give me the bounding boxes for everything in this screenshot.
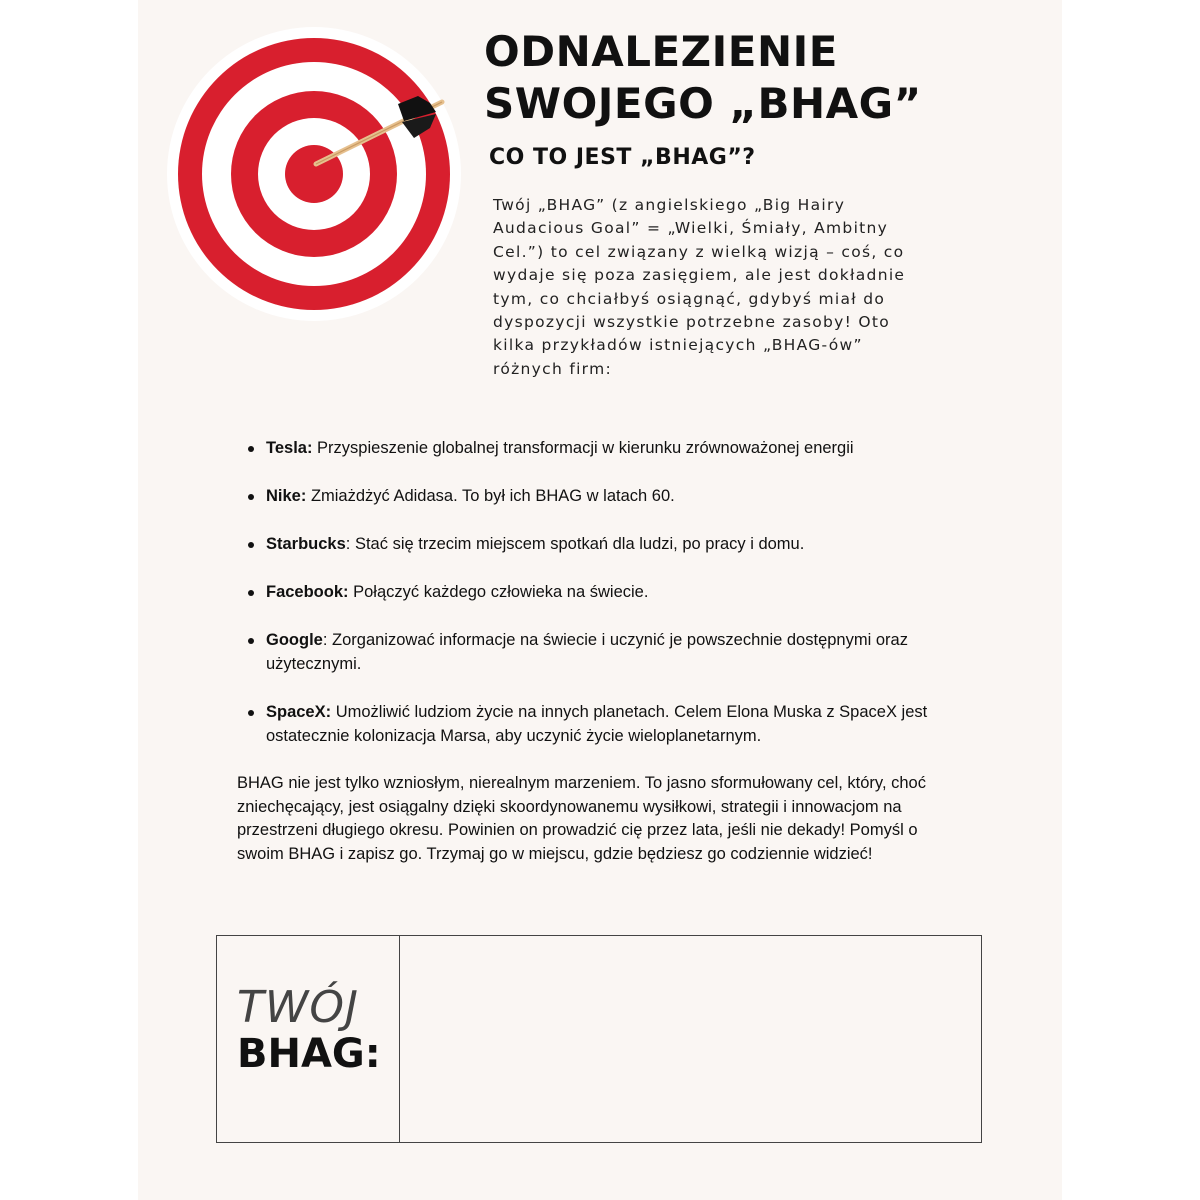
bullet-icon	[248, 446, 254, 452]
example-text: Zmiażdżyć Adidasa. To był ich BHAG w latach 60.	[306, 487, 675, 505]
section-subtitle: CO TO JEST „BHAG”?	[489, 145, 756, 170]
title-line-2: SWOJEGO „BHAG”	[484, 79, 922, 128]
bullet-icon	[248, 710, 254, 716]
answer-writing-area[interactable]	[400, 936, 981, 1142]
company-name: Starbucks	[266, 535, 346, 553]
page-title	[484, 26, 922, 130]
closing-paragraph: BHAG nie jest tylko wzniosłym, nierealnym marzeniem. To jasno sformułowany cel, który, choć zniechęcający, jest osiągalny dzięki skoordynowanemu wysiłkowi, strategii i innowacjom na przestrzeni długiego okresu. Powinien on prowadzić cię przez lata, jeśli nie dekady! Pomyśl o swoim BHAG i zapisz go. Trzymaj go w miejscu, gdzie będziesz go codziennie widzieć!	[237, 774, 926, 863]
target-with-arrow-icon	[166, 26, 466, 326]
company-name: Tesla:	[266, 439, 313, 457]
list-item	[246, 532, 946, 556]
list-item	[246, 628, 946, 676]
example-text: : Stać się trzecim miejscem spotkań dla ludzi, po pracy i domu.	[345, 535, 805, 553]
bullet-icon	[248, 542, 254, 548]
company-name: SpaceX:	[266, 703, 332, 721]
example-text: : Zorganizować informacje na świecie i uczynić je powszechnie dostępnymi oraz użytecznymi.	[266, 631, 908, 673]
examples-list	[246, 436, 946, 772]
company-name: Nike:	[266, 487, 307, 505]
bullet-icon	[248, 590, 254, 596]
company-name: Facebook:	[266, 583, 349, 601]
title-line-1: ODNALEZIENIE	[484, 27, 838, 76]
intro-paragraph: Twój „BHAG” (z angielskiego „Big Hairy Audacious Goal” = „Wielki, Śmiały, Ambitny Cel.”) to cel związany z wielką wizją – coś, co wydaje się poza zasięgiem, ale jest dokładnie tym, co chciałbyś osiągnąć, gdybyś miał do dyspozycji wszystkie potrzebne zasoby! Oto kilka przykładów istniejących „BHAG-ów” różnych firm:	[493, 196, 906, 378]
company-name: Google	[266, 631, 323, 649]
list-item	[246, 436, 946, 460]
list-item	[246, 484, 946, 508]
bhag-answer-box	[216, 935, 982, 1143]
example-text: Połączyć każdego człowieka na świecie.	[348, 583, 649, 601]
example-text: Przyspieszenie globalnej transformacji w kierunku zrównoważonej energii	[312, 439, 854, 457]
list-item	[246, 700, 946, 748]
answer-label-line-2: BHAG:	[237, 1031, 381, 1077]
bullet-icon	[248, 494, 254, 500]
example-text: Umożliwić ludziom życie na innych planetach. Celem Elona Muska z SpaceX jest ostatecznie kolonizacja Marsa, aby uczynić życie wieloplanetarnym.	[266, 703, 928, 745]
bullet-icon	[248, 638, 254, 644]
list-item	[246, 580, 946, 604]
answer-label-line-1: TWÓJ	[237, 982, 359, 1033]
answer-label-cell	[217, 936, 400, 1142]
